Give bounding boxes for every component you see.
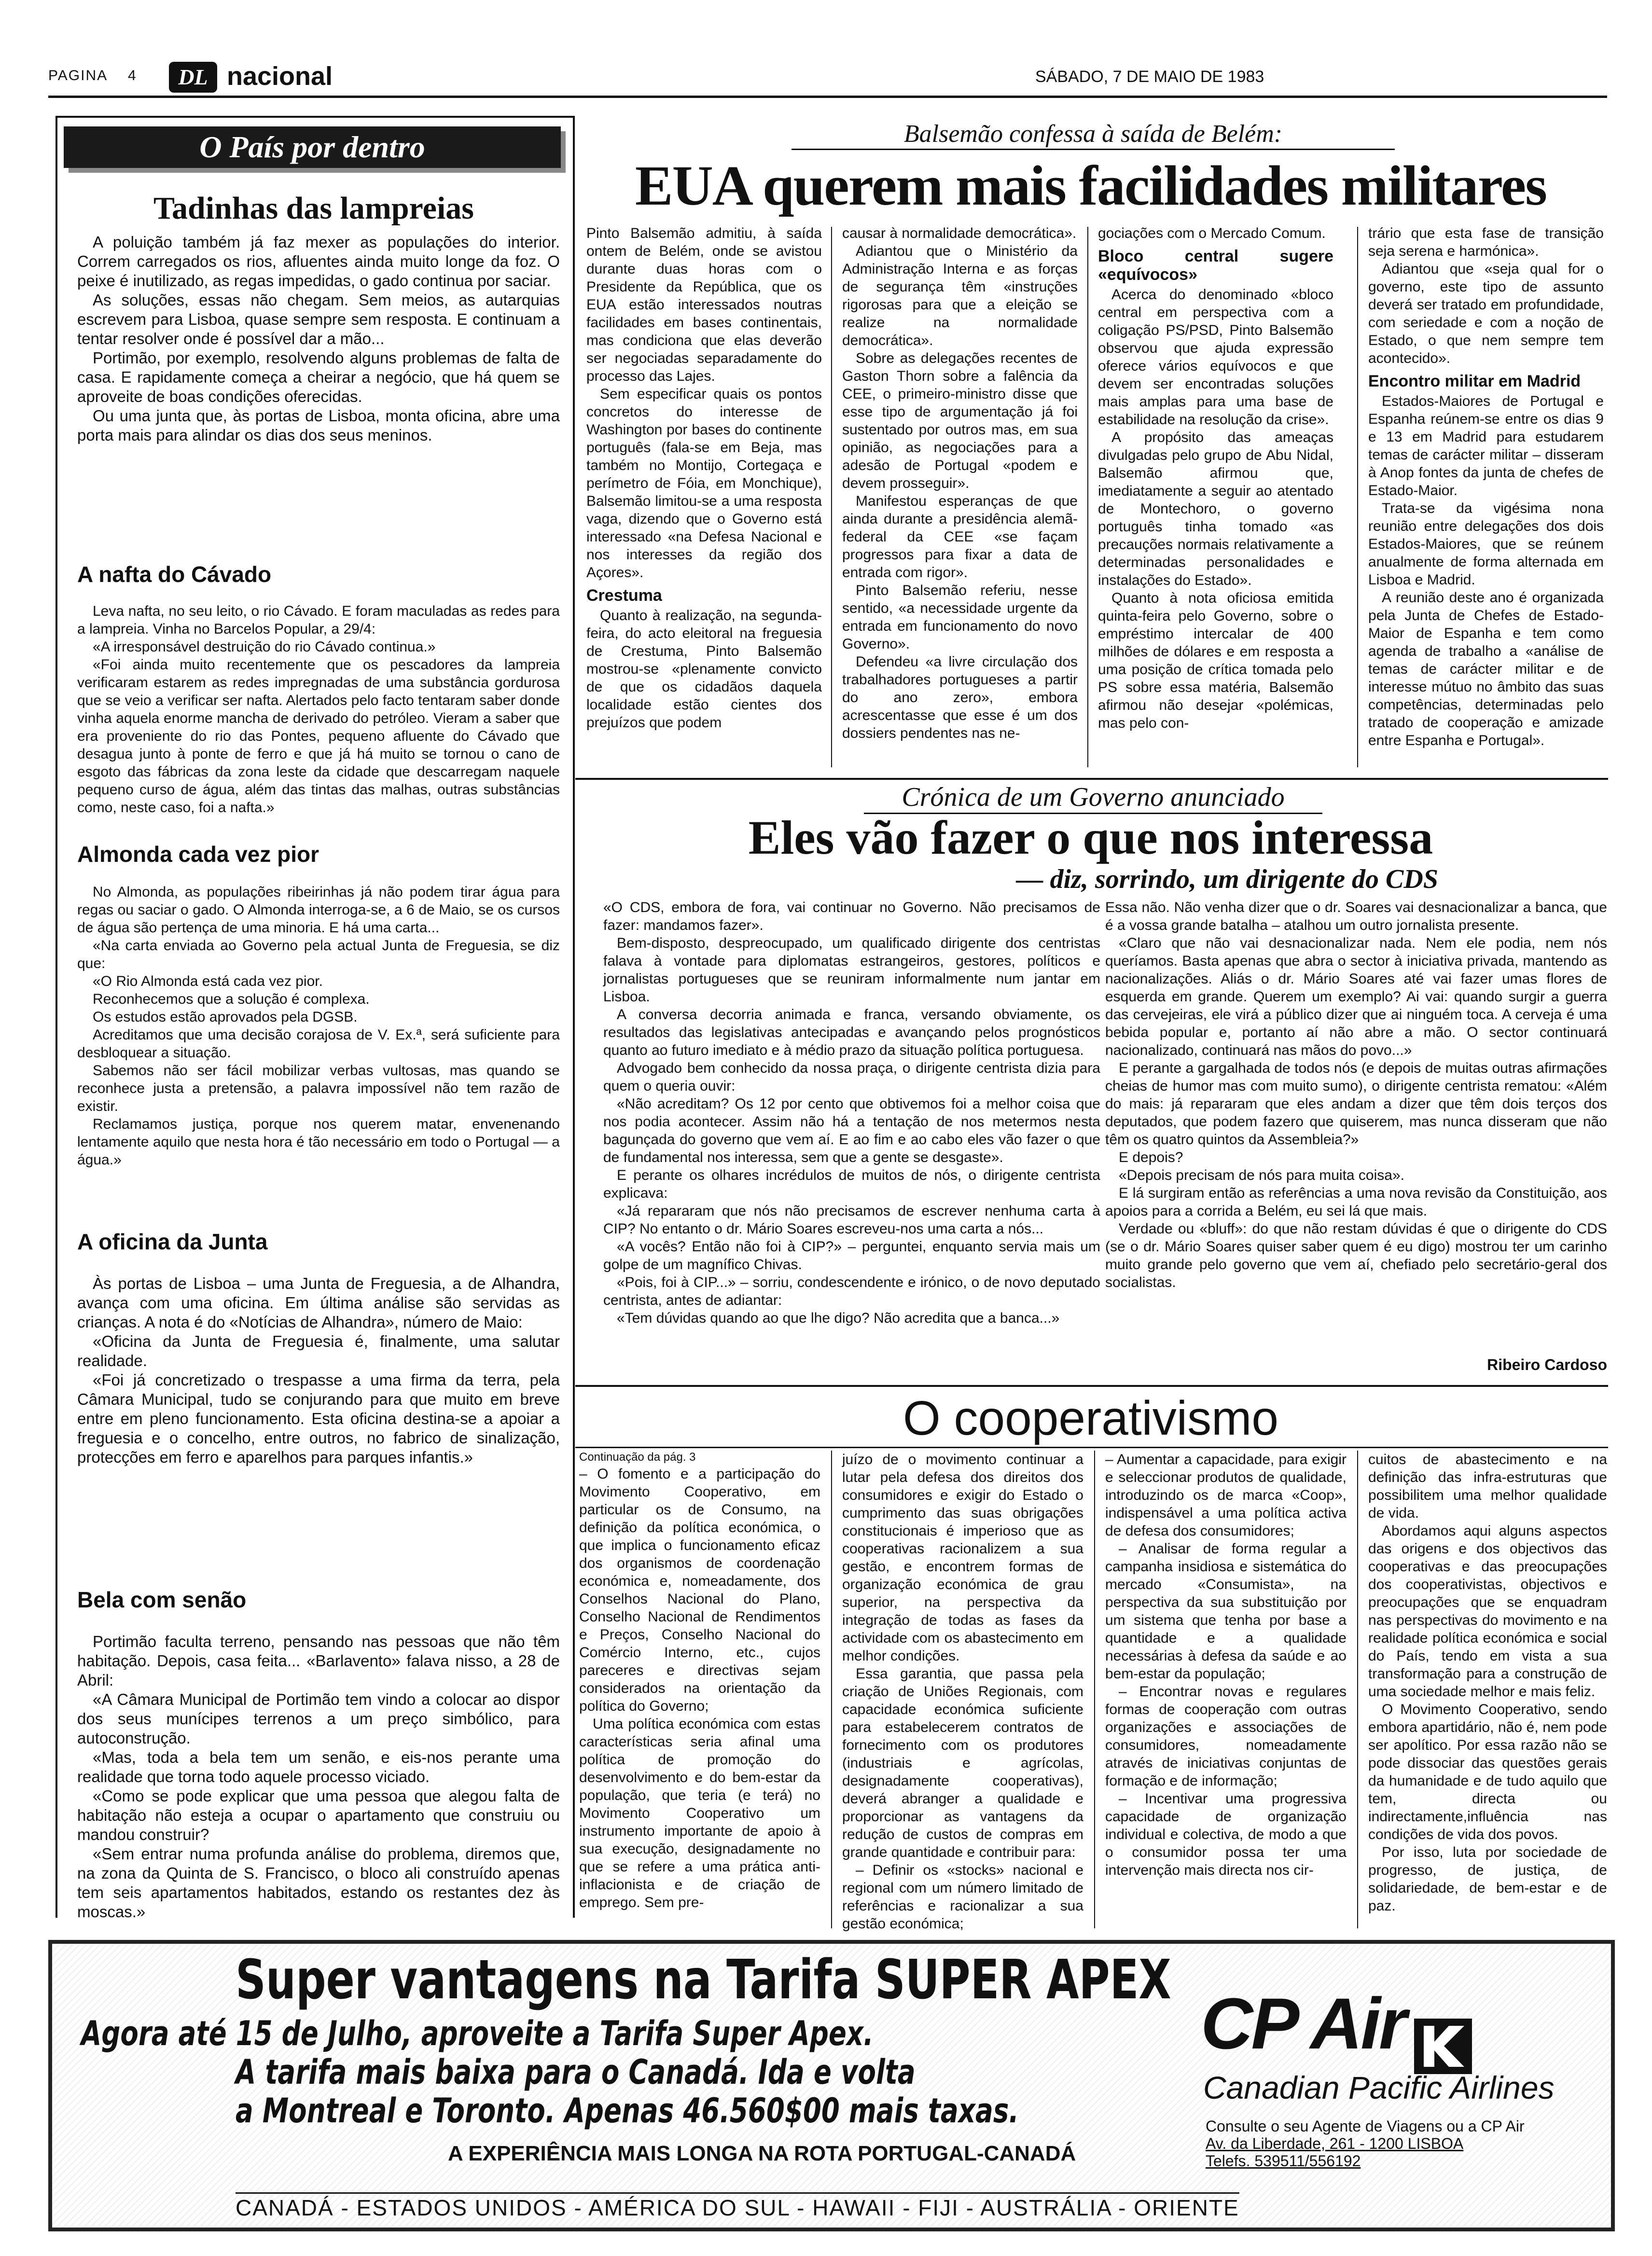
article1-column bbox=[1368, 224, 1604, 749]
ad-line-text: A tarifa mais baixa para o Canadá. Ida e volta bbox=[236, 2052, 916, 2092]
page-number: 4 bbox=[128, 68, 136, 83]
article-paragraph: E perante a gargalhada de todos nós (e depois de muitas outras afirmações cheias de humor mas com muito sumo), o dirigente centrista rematou: «Além do mais: já repararam que eles andam a dizer que têm dois terços dos deputados, que podem fazero que quiserem, mas nunca disseram que não têm os quatro quintos da Assembleia?» bbox=[1105, 1060, 1607, 1148]
contact-line: Consulte o seu Agente de Viagens ou a CP Air bbox=[1206, 2118, 1525, 2135]
section-paragraph: «Foi ainda muito recentemente que os pescadores da lampreia verificaram estarem as redes impregnadas de uma substância gordurosa que se veio a verificar ser nafta. Alertados pelo facto tentaram saber donde vinha aquela enorme mancha de derivado do petróleo. Vieram a saber que era proveniente do rio das Pontes, pequeno afluente do Cávado que desagua junto à ponte de ferro e que já há muito se tornou o cano de esgoto das fábricas da zona leste da cidade que descarregam naquele pequeno curso de água, além das tintas das malhas, outras substâncias como, neste caso, foi a nafta.» bbox=[77, 657, 560, 816]
page-label: PAGINA bbox=[48, 68, 108, 83]
article-paragraph: Sem especificar quais os pontos concretos do interesse de Washington por bases do continente português (fala-se em Beja, mas também no Montijo, Cortegaça e perímetro de Fóia, em Monchique), Balsemão limitou-se a uma resposta vaga, dizendo que o Governo está interessado «na Defesa Nacional e nos interesses da região dos Açores». bbox=[586, 386, 822, 581]
ad-line bbox=[236, 2054, 1104, 2090]
section-title: A oficina da Junta bbox=[77, 1229, 268, 1254]
lead-paragraph: Ou uma junta que, às portas de Lisboa, monta oficina, abre uma porta mais para alindar os dias dos seus meninos. bbox=[77, 407, 560, 444]
article-divider bbox=[575, 1385, 1608, 1387]
section-paragraph: Reconhecemos que a solução é complexa. bbox=[93, 991, 370, 1007]
section-text bbox=[77, 1632, 560, 1922]
column-rule bbox=[1357, 1451, 1358, 1928]
ad-headline-text: Super vantagens na Tarifa SUPER APEX bbox=[236, 1949, 1171, 2011]
banner-title: O País por dentro bbox=[199, 130, 425, 164]
brand-name: CP Air bbox=[1201, 1983, 1405, 2064]
article-paragraph: – Aumentar a capacidade, para exigir e seleccionar produtos de qualidade, introduzindo os de marca «Coop», indispensável a uma política activa de defesa dos consumidores; bbox=[1105, 1452, 1347, 1539]
article-paragraph: Sobre as delegações recentes de Gaston Thorn sobre a falência da CEE, o primeiro-ministro disse que esse tipo de argumentação já foi sustentado por outros mas, em sua opinião, as negociações para a adesão de Portugal «podem e devem prosseguir». bbox=[842, 350, 1078, 491]
byline: Ribeiro Cardoso bbox=[1487, 1356, 1607, 1373]
article1-column bbox=[842, 224, 1078, 742]
article-paragraph: Manifestou esperanças de que ainda durante a presidência alemã-federal da CEE «se façam progressos para fixar a data de entrada com rigor». bbox=[842, 493, 1078, 581]
section-text bbox=[77, 1274, 560, 1467]
article-paragraph: Pinto Balsemão referiu, nesse sentido, «a necessidade urgente da entrada em funcionamento do novo Governo». bbox=[842, 582, 1078, 652]
article-paragraph: gociações com o Mercado Comum. bbox=[1098, 225, 1326, 241]
column-rule bbox=[1094, 1451, 1095, 1928]
ad-line bbox=[81, 2015, 1046, 2052]
article-paragraph: Quanto à nota oficiosa emitida quinta-feira pelo Governo, sobre o empréstimo intercalar de 400 milhões de dólares e em resposta a uma posição de crítica tomada pelo PS sobre essa matéria, Balsemão afirmou não desejar «polémicas, mas pelo con- bbox=[1098, 590, 1333, 731]
article3-column bbox=[579, 1465, 820, 1911]
contact-line: Av. da Liberdade, 261 - 1200 LISBOA bbox=[1206, 2135, 1464, 2152]
article-paragraph: A propósito das ameaças divulgadas pelo grupo de Abu Nidal, Balsemão afirmou que, imediatamente a seguir ao atentado de Montechoro, o governo português tinha tomado «as precauções normais relativamente a determinadas personalidades e instalações do Estado». bbox=[1098, 429, 1333, 588]
article2-kicker: Crónica de um Governo anunciado bbox=[864, 782, 1322, 814]
section-paragraph: Acreditamos que uma decisão corajosa de V. Ex.ª, será suficiente para desbloquear a situação. bbox=[77, 1027, 560, 1061]
article-paragraph: «Depois precisam de nós para muita coisa». bbox=[1119, 1167, 1404, 1183]
subheading: Encontro militar em Madrid bbox=[1368, 372, 1581, 390]
column-rule bbox=[1357, 227, 1358, 767]
article2-subhead: — diz, sorrindo, um dirigente do CDS bbox=[1016, 864, 1438, 894]
article2-column bbox=[1105, 899, 1607, 1291]
article3-headline: O cooperativismo bbox=[902, 1391, 1279, 1445]
article-paragraph: A conversa decorria animada e franca, versando obviamente, os resultados das legislativas antecipadas e avançando pelos prognósticos quanto ao futuro imediato e à médio prazo da situação política portuguesa. bbox=[603, 1007, 1100, 1058]
ad-destinations: CANADÁ - ESTADOS UNIDOS - AMÉRICA DO SUL - HAWAII - FIJI - AUSTRÁLIA - ORIENTE bbox=[236, 2192, 1239, 2221]
brand-full-name: Canadian Pacific Airlines bbox=[1203, 2070, 1555, 2105]
article-paragraph: – Encontrar novas e regulares formas de cooperação com outras organizações e associações de consumidores, nomeadamente através de iniciativas conjuntas de formação e de informação; bbox=[1105, 1684, 1347, 1789]
page-header bbox=[48, 62, 1607, 96]
section-paragraph: Reclamamos justiça, porque nos querem matar, envenenando lentamente aquilo que nesta hora é tão necessário em todo o Portugal — a água.» bbox=[77, 1116, 560, 1168]
column-rule bbox=[831, 227, 832, 767]
section-paragraph: Os estudos estão aprovados pela DGSB. bbox=[93, 1009, 358, 1025]
section-text bbox=[77, 883, 560, 1169]
lead-paragraph: Portimão, por exemplo, resolvendo alguns problemas de falta de casa. E rapidamente começa a cheirar a negócio, que há quem se aproveite de boas condições oferecidas. bbox=[77, 349, 560, 405]
article1-headline: EUA querem mais facilidades militares bbox=[635, 154, 1547, 217]
article-paragraph: Estados-Maiores de Portugal e Espanha reúnem-se entre os dias 9 e 13 em Madrid para estudarem temas de carácter militar – disseram à Anop fontes da junta de chefes de Estado-Maior. bbox=[1368, 393, 1604, 498]
ad-line bbox=[236, 2092, 1104, 2129]
section-paragraph: «Na carta enviada ao Governo pela actual Junta de Freguesia, se diz que: bbox=[77, 938, 560, 971]
article-paragraph: A reunião deste ano é organizada pela Junta de Chefes de Estado-Maior de Espanha e tem como agenda de trabalho a «análise de temas de carácter militar e de interesse mútuo no âmbito das suas competências, determinadas pelo tratado de cooperação e amizade entre Espanha e Portugal». bbox=[1368, 590, 1604, 748]
ad-tagline: A EXPERIÊNCIA MAIS LONGA NA ROTA PORTUGAL-CANADÁ bbox=[448, 2142, 1076, 2165]
subheading: Bloco central sugere «equívocos» bbox=[1098, 247, 1333, 284]
section-title: A nafta do Cávado bbox=[77, 562, 272, 587]
section-paragraph: «A Câmara Municipal de Portimão tem vindo a colocar ao dispor dos seus munícipes terrenos a um preço simbólico, para autoconstrução. bbox=[77, 1690, 560, 1747]
brand-logo bbox=[1201, 1983, 1472, 2064]
ad-line-text: a Montreal e Toronto. Apenas 46.560$00 mais taxas. bbox=[236, 2091, 1019, 2131]
article3-column bbox=[842, 1451, 1083, 1933]
cp-air-flag-shape bbox=[1414, 2019, 1472, 2074]
article-paragraph: Adiantou que «seja qual for o governo, este tipo de assunto deverá ser tratado em profundidade, com seriedade e com a noção de Estado, o que nem sempre tem acontecido». bbox=[1368, 261, 1604, 366]
ad-headline bbox=[236, 1949, 1171, 2011]
article-paragraph: cuitos de abastecimento e na definição das infra-estruturas que possibilitem uma melhor qualidade de vida. bbox=[1368, 1452, 1607, 1521]
lead-paragraph: As soluções, essas não chegam. Sem meios, as autarquias escrevem para Lisboa, quase sempre sem resposta. E continuam a tentar resolver onde é possível dar a mão... bbox=[77, 291, 560, 347]
header-rule bbox=[48, 96, 1607, 98]
section-paragraph: «Mas, toda a bela tem um senão, e eis-nos perante uma realidade que torna todo aquele processo viciado. bbox=[77, 1748, 560, 1785]
article-paragraph: Trata-se da vigésima nona reunião entre delegações dos dois Estados-Maiores, que se reúnem anualmente de forma alternada em Lisboa e Madrid. bbox=[1368, 500, 1604, 588]
section-paragraph: «O Rio Almonda está cada vez pior. bbox=[93, 973, 323, 989]
newspaper-logo: DL bbox=[169, 62, 217, 93]
section-paragraph: «Oficina da Junta de Freguesia é, finalmente, uma salutar realidade. bbox=[77, 1332, 560, 1370]
article-paragraph: Verdade ou «bluff»: do que não restam dúvidas é que o dirigente do CDS (se o dr. Mário Soares quiser saber quem é eu digo) mostrou ter um carinho muito grande pelo governo que vem aí, chefiado pelo secretário-geral dos socialistas. bbox=[1105, 1221, 1607, 1290]
article-paragraph: «Tem dúvidas quando ao que lhe digo? Não acredita que a banca...» bbox=[617, 1310, 1060, 1326]
article-paragraph: E depois? bbox=[1119, 1149, 1183, 1165]
section-paragraph: «Foi já concretizado o trespasse a uma firma da terra, pela Câmara Municipal, tudo se conjurando para que muito em breve entre em pleno funcionamento. Esta oficina destina-se a apoiar a freguesia e o concelho, entre outros, no fabrico de sinalização, protecções em ferro e aparelhos para parques infantis.» bbox=[77, 1371, 560, 1466]
column-rule bbox=[831, 1451, 832, 1928]
article-paragraph: – Definir os «stocks» nacional e regional com um número limitado de referências e racionalizar a sua gestão económica; bbox=[842, 1862, 1083, 1932]
cp-air-flag-icon bbox=[1414, 2019, 1472, 2074]
article-paragraph: Quanto à realização, na segunda-feira, do acto eleitoral na freguesia de Crestuma, Pinto Balsemão mostrou-se «plenamente convicto de que os cidadãos daquela localidade estão cientes dos prejuízos que podem bbox=[586, 608, 822, 731]
article-paragraph: Uma política económica com estas características seria afinal uma política de promoção do desenvolvimento e do bem-estar da população, que teria (e terá) no Movimento Cooperativo um instrumento importante de apoio à sua execução, designadamente no que se refere a uma prática anti-inflacionista e de criação de emprego. Sem pre- bbox=[579, 1716, 820, 1910]
article1-kicker: Balsemão confessa à saída de Belém: bbox=[791, 120, 1395, 150]
subheading: Crestuma bbox=[586, 586, 662, 605]
article2-headline: Eles vão fazer o que nos interessa bbox=[748, 811, 1433, 864]
article-paragraph: O Movimento Cooperativo, sendo embora apartidário, não é, nem pode ser apolítico. Por essa razão não se pode dissociar das questões gerais da humanidade e de tudo aquilo que tem, directa ou indirectamente,influência nas condições de vida dos povos. bbox=[1368, 1702, 1607, 1842]
article-paragraph: Adiantou que o Ministério da Administração Interna e as forças de segurança têm «instruções rigorosas para que a eleição se realize na normalidade democrática». bbox=[842, 243, 1078, 348]
article-paragraph: Essa não. Não venha dizer que o dr. Soares vai desnacionalizar a banca, que é a vossa grande batalha – atalhou um outro jornalista presente. bbox=[1105, 900, 1607, 933]
lead-text bbox=[77, 233, 560, 445]
article2-column bbox=[603, 899, 1100, 1327]
article1-column bbox=[586, 224, 822, 732]
lead-title: Tadinhas das lampreias bbox=[153, 191, 474, 226]
article-paragraph: Pinto Balsemão admitiu, à saída ontem de Belém, onde se avistou durante duas horas com o Presidente da República, que os EUA estão interessados noutras facilidades em bases continentais, mas condiciona que elas deverão ser negociadas separadamente do processo das Lajes. bbox=[586, 225, 822, 384]
issue-date: SÁBADO, 7 DE MAIO DE 1983 bbox=[1035, 68, 1264, 86]
article3-column bbox=[1105, 1451, 1347, 1879]
lead-paragraph: A poluição também já faz mexer as populações do interior. Correm carregados os rios, afluentes ainda muito longe da foz. O peixe é inutilizado, as regas impedidas, o gado continua por saciar. bbox=[77, 233, 560, 290]
section-paragraph: Sabemos não ser fácil mobilizar verbas vultosas, mas quando se reconhece justa a pretensão, a palavra impossível não tem razão de existir. bbox=[77, 1063, 560, 1114]
article-paragraph: «Não acreditam? Os 12 por cento que obtivemos foi a melhor coisa que nos podia acontecer. Assim não há a tentação de nos metermos nesta bagunçada do governo que vem aí. E ao fim e ao cabo eles vão fazer o que de fundamental nos interessa, sem que a gente se desgaste». bbox=[603, 1096, 1100, 1165]
article-paragraph: «Claro que não vai desnacionalizar nada. Nem ele podia, nem nós queríamos. Basta apenas que abra o sector à iniciativa privada, mantendo as nacionalizações. Aliás o dr. Mário Soares até vai fazer umas flores de esquerda em grande. Querem um exemplo? Ai vai: quando surgir a guerra das cervejeiras, ele virá a público dizer que ai ninguém toca. A cerveja é uma bebida popular e, portanto aí não abre a mão. O sector continuará nacionalizado, continuará nas mãos do povo...» bbox=[1105, 935, 1607, 1058]
article-paragraph: Abordamos aqui alguns aspectos das origens e dos objectivos das cooperativas e das preocupações dos cooperativistas, objectivos e preocupações que se enquadram nas perspectivas do movimento e na realidade política económica e social do País, tendo em vista a sua transformação para a construção de uma sociedade melhor e mais feliz. bbox=[1368, 1523, 1607, 1700]
section-title: Bela com senão bbox=[77, 1587, 247, 1612]
article-paragraph: – O fomento e a participação do Movimento Cooperativo, em particular os de Consumo, na definição da política económica, o que implica o funcionamento eficaz dos organismos de coordenação económica e, nomeadamente, dos Conselhos Nacional do Plano, Conselho Nacional de Rendimentos e Preços, Conselho Nacional do Comércio Interno, etc., cujos pareceres e directivas sejam considerados na orientação da política do Governo; bbox=[579, 1466, 820, 1714]
section-paragraph: No Almonda, as populações ribeirinhas já não podem tirar água para regas ou saciar o gado. O Almonda interroga-se, a 6 de Maio, se os cursos de água são pertença de uma minoria. E há uma carta... bbox=[77, 884, 560, 936]
article-paragraph: Advogado bem conhecido da nossa praça, o dirigente centrista dizia para quem o queria ouvir: bbox=[603, 1060, 1100, 1094]
article-paragraph: «O CDS, embora de fora, vai continuar no Governo. Não precisamos de fazer: mandamos fazer». bbox=[603, 900, 1100, 933]
article-paragraph: Acerca do denominado «bloco central em perspectiva com a coligação PS/PSD, Pinto Balsemão observou que ajuda expressão oferece vários equívocos e que devem ser encontradas soluções mais amplas para uma base de estabilidade na resolução da crise». bbox=[1098, 287, 1333, 428]
section-paragraph: «A irresponsável destruição do rio Cávado continua.» bbox=[93, 639, 436, 655]
column-rule bbox=[1087, 227, 1088, 767]
article3-column bbox=[1368, 1451, 1607, 1915]
article-paragraph: juízo de o movimento continuar a lutar pela defesa dos direitos dos consumidores e exigir do Estado o cumprimento das suas obrigações constitucionais é imperioso que as cooperativas racionalizem a sua gestão, e encontrem formas de organização económica de grau superior, na perspectiva da integração de todas as fases da actividade com os abastecimento em melhor condições. bbox=[842, 1452, 1083, 1664]
article-paragraph: causar à normalidade democrática». bbox=[842, 225, 1077, 241]
contact-line: Telefs. 539511/556192 bbox=[1206, 2152, 1361, 2170]
article-paragraph: E perante os olhares incrédulos de muitos de nós, o dirigente centrista explicava: bbox=[603, 1167, 1100, 1201]
article-paragraph: Bem-disposto, despreocupado, um qualificado dirigente dos centristas falava à vontade para diplomatas estrangeiros, gestores, políticos e jornalistas portugueses que se reuniram informalmente num jantar em Lisboa. bbox=[603, 935, 1100, 1005]
section-name: nacional bbox=[227, 62, 333, 91]
section-paragraph: «Como se pode explicar que uma pessoa que alegou falta de habitação não esteja a ocupar o apartamento que construiu ou mandou construir? bbox=[77, 1787, 560, 1843]
article-paragraph: Essa garantia, que passa pela criação de Uniões Regionais, com capacidade económica suficiente para estabelecerem contratos de fornecimento com os produtores (industriais e agrícolas, designadamente cooperativas), deverá abranger a qualidade e proporcionar as vantagens da redução de custos de compras em grande quantidade e contribuir para: bbox=[842, 1666, 1083, 1860]
article-divider bbox=[575, 778, 1608, 780]
article-paragraph: – Analisar de forma regular a campanha insidiosa e sistemática do mercado «Consumista», na perspectiva da sua substituição por um sistema que tenha por base a quantidade e a qualidade necessárias à defesa da saúde e ao bem-estar da população; bbox=[1105, 1541, 1347, 1682]
article-paragraph: – Incentivar uma progressiva capacidade de organização individual e colectiva, de modo a que o consumidor possa ter uma intervenção mais directa nos cir- bbox=[1105, 1791, 1347, 1878]
article-divider bbox=[575, 1447, 1608, 1448]
article-paragraph: «Pois, foi à CIP...» – sorriu, condescendente e irónico, o de novo deputado centrista, antes de adiantar: bbox=[603, 1274, 1100, 1308]
article-paragraph: «Já repararam que nós não precisamos de escrever nenhuma carta à CIP? No entanto o dr. Mário Soares escreveu-nos uma carta a nós... bbox=[603, 1203, 1100, 1237]
article-paragraph: E lá surgiram então as referências a uma nova revisão da Constituição, aos apoios para a corrida a Belém, eu sei lá que mais. bbox=[1105, 1185, 1607, 1219]
continuation-note: Continuação da pág. 3 bbox=[579, 1451, 696, 1464]
section-paragraph: Às portas de Lisboa – uma Junta de Freguesia, a de Alhandra, avança com uma oficina. Em última análise são servidas as crianças. A nota é do «Notícias de Alhandra», número de Maio: bbox=[77, 1274, 560, 1331]
section-title: Almonda cada vez pior bbox=[77, 842, 319, 867]
section-paragraph: «Sem entrar numa profunda análise do problema, diremos que, na zona da Quinta de S. Francisco, o bloco ali construído apenas tem seis apartamentos habitados, estando os restantes dez às moscas.» bbox=[77, 1845, 560, 1921]
article-paragraph: «A vocês? Então não foi à CIP?» – perguntei, enquanto servia mais um golpe de um magnífico Chivas. bbox=[603, 1239, 1100, 1273]
section-paragraph: Portimão faculta terreno, pensando nas pessoas que não têm habitação. Depois, casa feita... «Barlavento» falava nisso, a 28 de Abril: bbox=[77, 1633, 560, 1689]
section-banner bbox=[64, 126, 561, 168]
section-text bbox=[77, 602, 560, 817]
article-paragraph: Por isso, luta por sociedade de progresso, de justiça, de solidariedade, de bem-estar e de paz. bbox=[1368, 1844, 1607, 1914]
article-paragraph: trário que esta fase de transição seja serena e harmónica». bbox=[1368, 225, 1604, 259]
ad-line-text: Agora até 15 de Julho, aproveite a Tarifa Super Apex. bbox=[81, 2014, 874, 2053]
article1-column bbox=[1098, 224, 1333, 732]
section-paragraph: Leva nafta, no seu leito, o rio Cávado. E foram maculadas as redes para a lampreia. Vinha no Barcelos Popular, a 29/4: bbox=[77, 603, 560, 637]
ad-contact bbox=[1206, 2118, 1525, 2170]
advertisement bbox=[48, 1940, 1615, 2231]
article-paragraph: Defendeu «a livre circulação dos trabalhadores portugueses a partir do ano zero», embora acrescentasse que esse é um dos dossiers pendentes nas ne- bbox=[842, 654, 1078, 741]
